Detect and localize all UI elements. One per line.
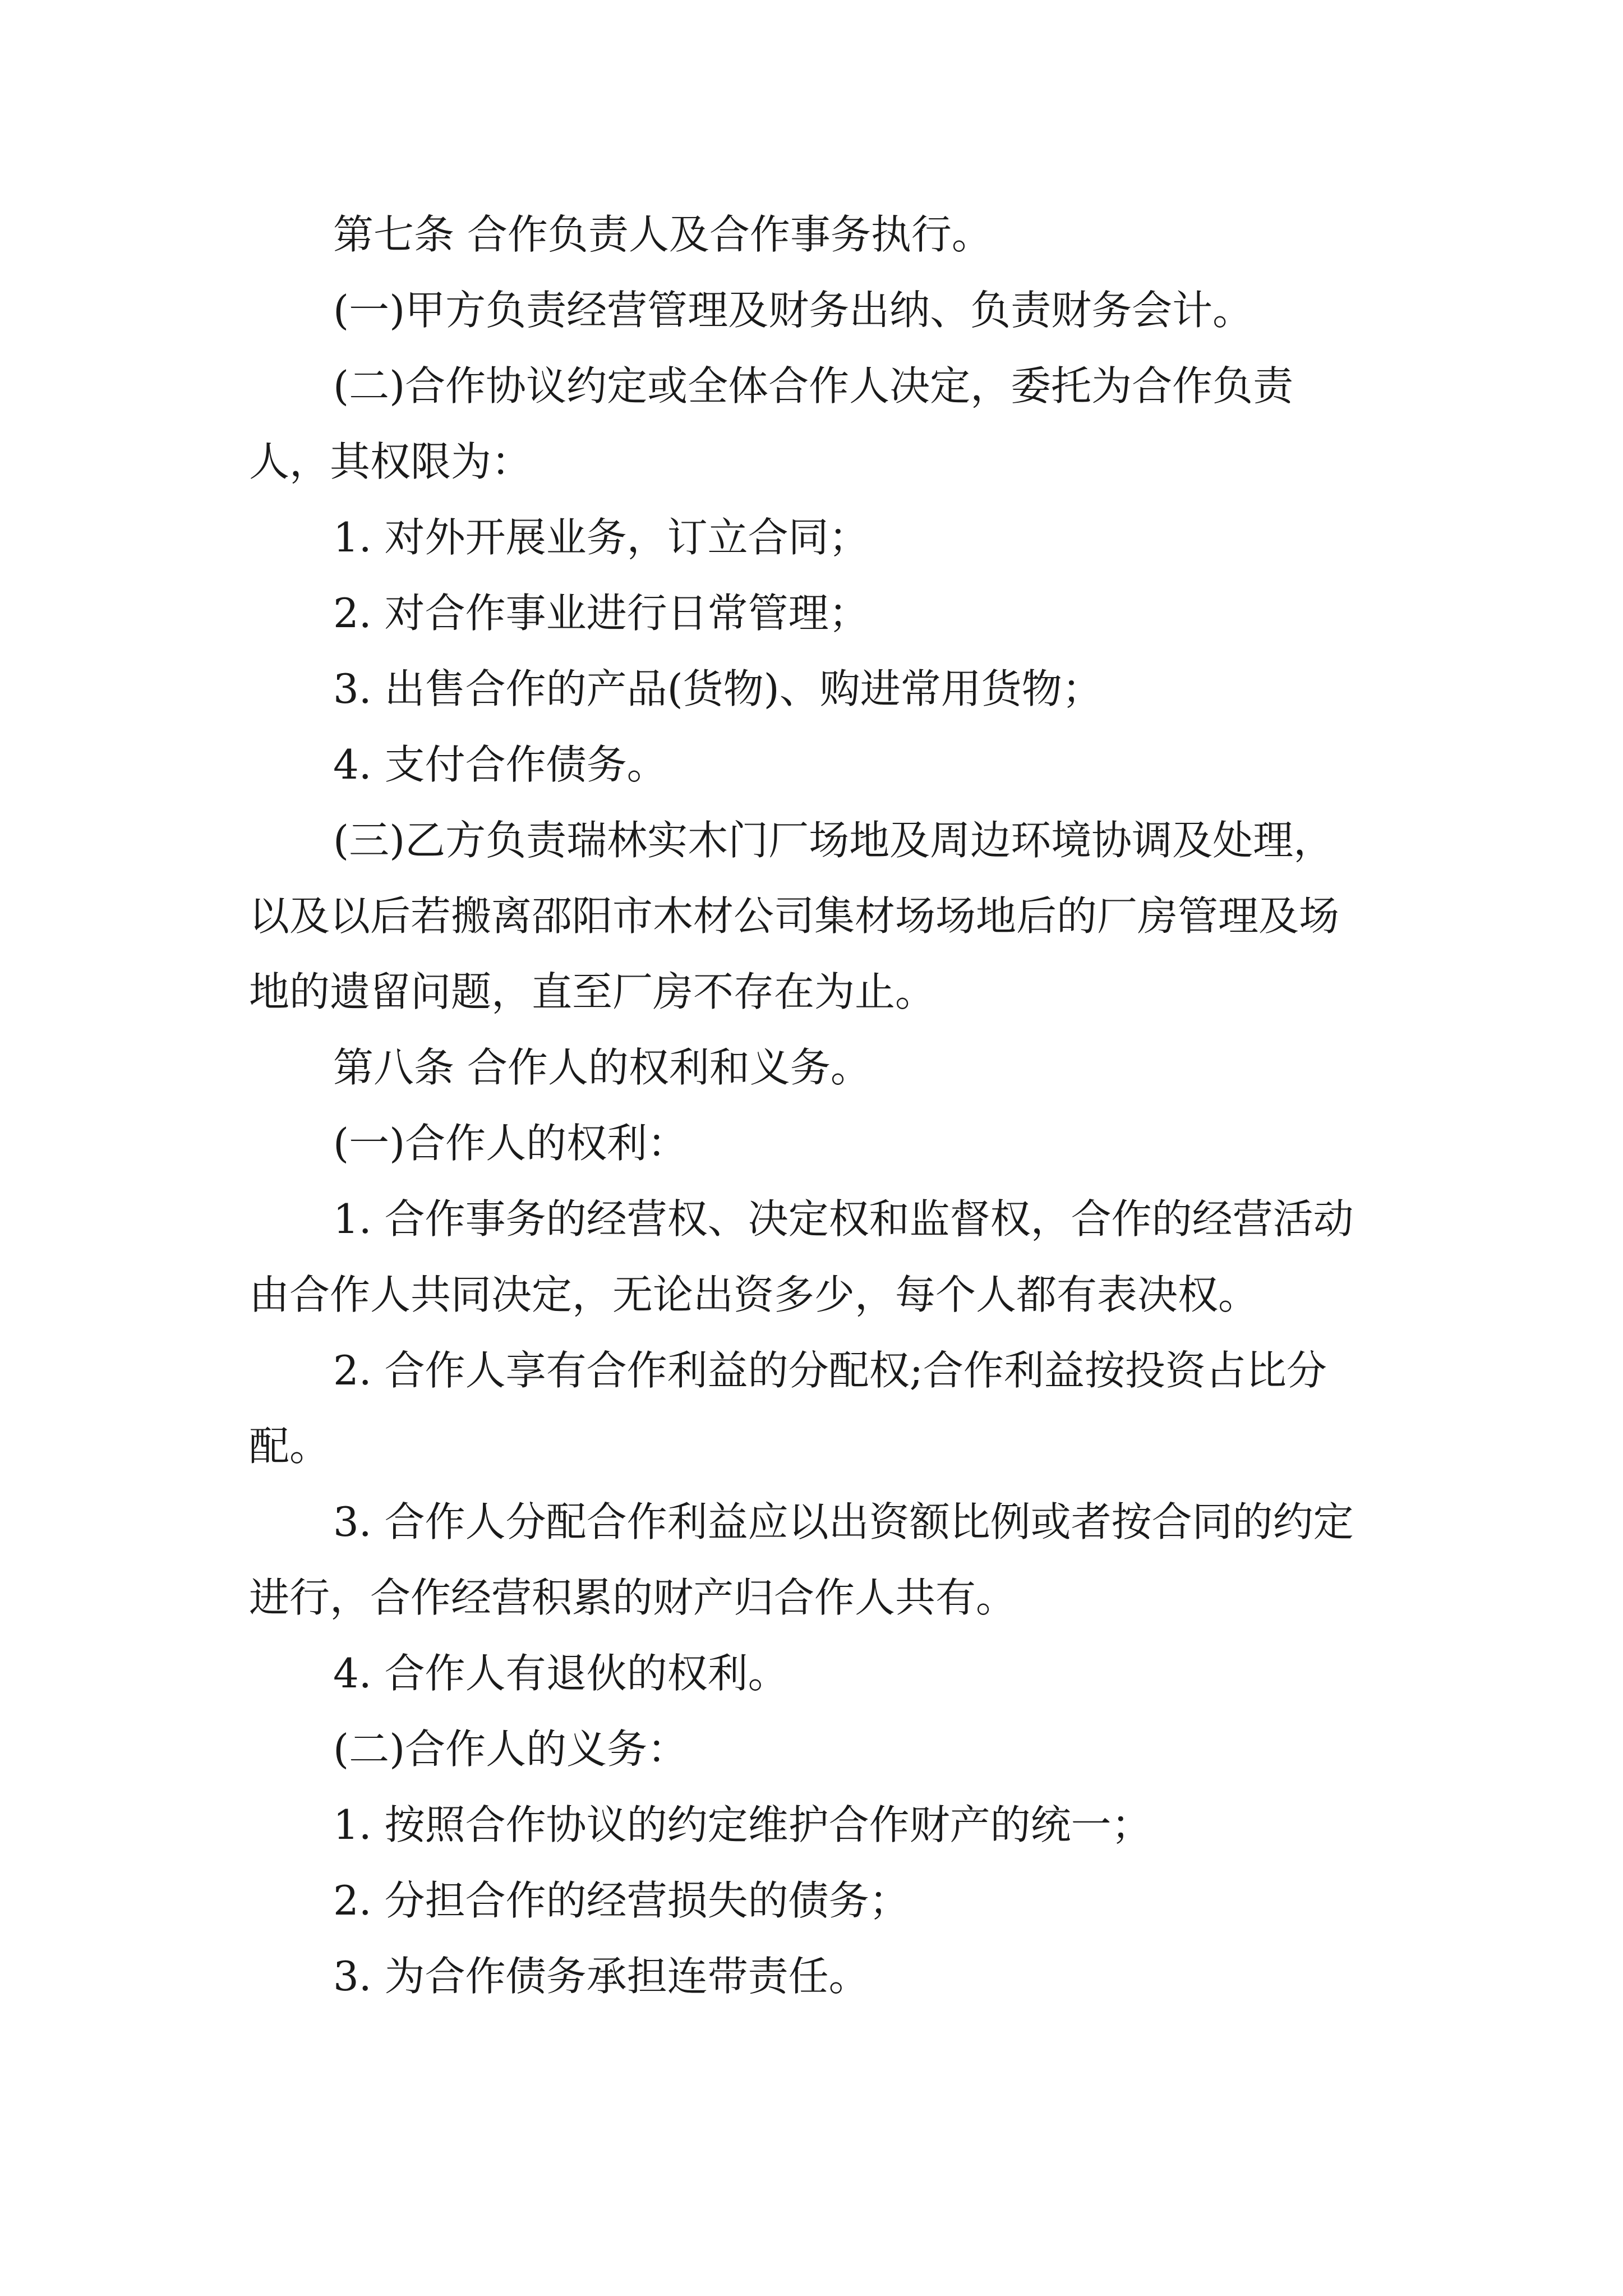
- document-body: [249, 197, 1371, 2014]
- clause-8-2-item-3: 3. 为合作债务承担连带责任。: [333, 1953, 869, 2000]
- clause-7-1: (一)甲方负责经营管理及财务出纳、负责财务会计。: [333, 287, 1253, 334]
- clause-7-2: (二)合作协议约定或全体合作人决定，委托为合作负责人，其权限为：: [249, 362, 1294, 485]
- clause-7-2-item-4: 4. 支付合作债务。: [333, 741, 667, 788]
- clause-8-2-item-1: 1. 按照合作协议的约定维护合作财产的统一；: [333, 1801, 1152, 1848]
- clause-7-2-item-1: 1. 对外开展业务，订立合同；: [333, 514, 869, 561]
- clause-7-2-item-3: 3. 出售合作的产品(货物)、购进常用货物；: [333, 665, 1103, 712]
- clause-7-2-item-2: 2. 对合作事业进行日常管理；: [333, 590, 869, 637]
- clause-8-1-item-1: 1. 合作事务的经营权、决定权和监督权，合作的经营活动由合作人共同决定，无论出资多少，每个人都有表决权。: [249, 1195, 1354, 1318]
- clause-8-1-item-3: 3. 合作人分配合作利益应以出资额比例或者按合同的约定进行，合作经营积累的财产归合作人共有。: [249, 1498, 1354, 1621]
- clause-8-1-heading: (一)合作人的权利：: [333, 1120, 688, 1167]
- clause-8-1-item-2: 2. 合作人享有合作利益的分配权;合作利益按投资占比分配。: [249, 1347, 1327, 1470]
- article-7-heading: 第七条 合作负责人及合作事务执行。: [333, 211, 992, 258]
- clause-8-1-item-4: 4. 合作人有退伙的权利。: [333, 1650, 789, 1697]
- clause-7-3: (三)乙方负责瑞林实木门厂场地及周边环境协调及处理，以及以后若搬离邵阳市木材公司集材场场地后的厂房管理及场地的遗留问题，直至厂房不存在为止。: [249, 817, 1340, 1015]
- clause-8-2-item-2: 2. 分担合作的经营损失的债务；: [333, 1877, 910, 1924]
- clause-8-2-heading: (二)合作人的义务：: [333, 1726, 688, 1773]
- article-8-heading: 第八条 合作人的权利和义务。: [333, 1044, 871, 1091]
